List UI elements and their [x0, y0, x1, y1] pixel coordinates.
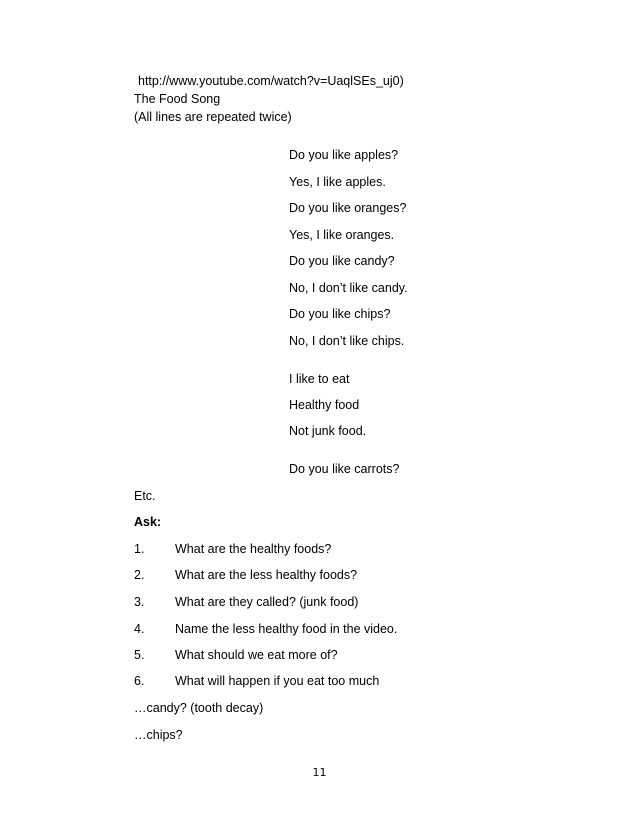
question-text: What should we eat more of? [175, 648, 338, 662]
question-number: 3. [134, 595, 145, 609]
question-number: 5. [134, 648, 145, 662]
question-number: 1. [134, 542, 145, 556]
ask-heading: Ask: [134, 515, 162, 529]
question-text: Name the less healthy food in the video. [175, 622, 398, 636]
lyric-line: I like to eat [289, 372, 350, 386]
lyric-line: No, I don’t like candy. [289, 281, 408, 295]
lyric-line: Not junk food. [289, 424, 367, 438]
question-text: What will happen if you eat too much [175, 674, 380, 688]
repeat-note: (All lines are repeated twice) [134, 110, 292, 124]
question-text: What are the less healthy foods? [175, 568, 358, 582]
song-title: The Food Song [134, 92, 221, 106]
lyric-line: Healthy food [289, 398, 360, 412]
followup-line: …candy? (tooth decay) [134, 701, 264, 715]
lyric-line: No, I don’t like chips. [289, 334, 405, 348]
lyric-line: Do you like carrots? [289, 462, 400, 476]
question-number: 4. [134, 622, 145, 636]
lyric-line: Yes, I like oranges. [289, 228, 395, 242]
question-text: What are the healthy foods? [175, 542, 332, 556]
page-number: 11 [312, 766, 327, 779]
etc-text: Etc. [134, 489, 156, 503]
lyric-line: Do you like oranges? [289, 201, 407, 215]
lyric-line: Do you like apples? [289, 148, 399, 162]
followup-line: …chips? [134, 728, 183, 742]
lyric-line: Do you like candy? [289, 254, 395, 268]
question-number: 2. [134, 568, 145, 582]
question-text: What are they called? (junk food) [175, 595, 359, 609]
question-number: 6. [134, 674, 145, 688]
lyric-line: Yes, I like apples. [289, 175, 386, 189]
video-url: http://www.youtube.com/watch?v=UaqlSEs_uj0) [138, 74, 404, 88]
lyric-line: Do you like chips? [289, 307, 391, 321]
